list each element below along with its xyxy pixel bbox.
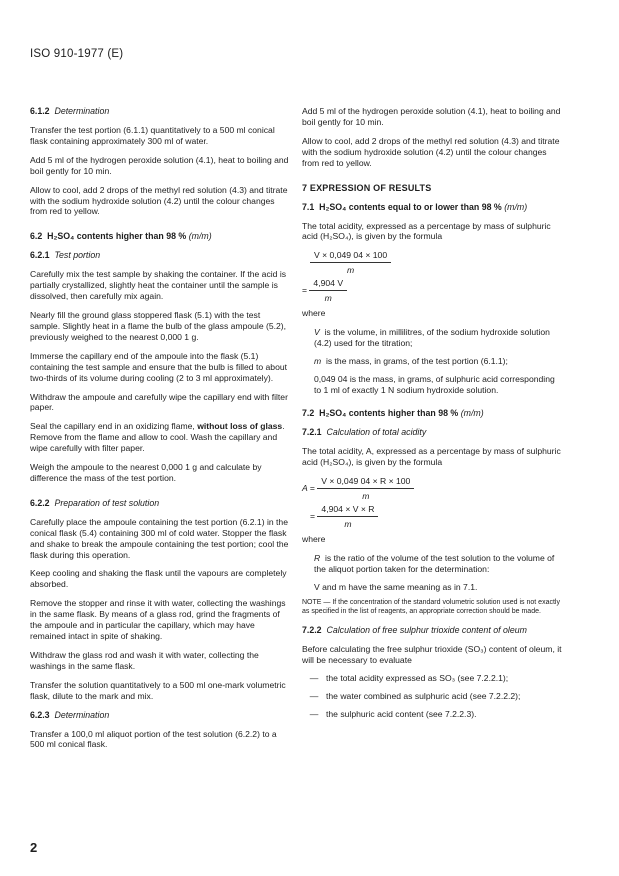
paragraph: Remove the stopper and rinse it with water, collecting the washings in the same flask. By means of a glass rod, grind the fragments of the ampoule and in particular the capillary, which may have remained intact in spite of shaking.	[30, 598, 286, 641]
where-label: where	[302, 533, 326, 544]
left-column	[30, 106, 292, 758]
paragraph: Add 5 ml of the hydrogen peroxide solution (4.1), heat to boiling and boil gently for 10 min.	[302, 106, 561, 127]
definition-constant: 0,049 04 is the mass, in grams, of sulphuric acid corresponding to 1 ml of exactly 1 N sodium hydroxide solution.	[314, 373, 555, 395]
paragraph: Transfer the test portion (6.1.1) quantitatively to a 500 ml conical flask containing approximately 300 ml of water.	[30, 125, 275, 146]
paragraph: Allow to cool, add 2 drops of the methyl red solution (4.3) and titrate with the sodium hydroxide solution (4.2) until the colour changes from red to yellow.	[302, 135, 560, 168]
definition-v-m: V and m have the same meaning as in 7.1.	[314, 581, 478, 592]
heading-6-2-1: 6.2.1 Test portion	[30, 250, 101, 261]
heading-7-2-1: 7.2.1 Calculation of total acidity	[302, 427, 427, 438]
formula-1: $\frac{V \times 0,049 04 \times 100}{m}$ = $\frac{4,904 V}{m}$	[302, 250, 564, 304]
paragraph: Weigh the ampoule to the nearest 0,000 1 g and calculate by difference the mass of the test portion.	[30, 462, 262, 483]
page-number: 2	[30, 840, 38, 855]
formula-2: A = $\frac{V \times 0,049 04 \times R \times 100}{m}$ = $\frac{4,904 \times V \times R}{m}$	[302, 476, 564, 530]
paragraph: The total acidity, A, expressed as a percentage by mass of sulphuric acid (H₂SO₄), is given by the formula	[302, 446, 561, 468]
paragraph: Immerse the capillary end of the ampoule into the flask (5.1) containing the test sample and ensure that the bulb is filled to about two-thirds of its volume during cooling (2 to 3 ml approximately).	[30, 350, 288, 383]
paragraph: Before calculating the free sulphur trioxide (SO₃) content of oleum, it will be necessary to evaluate	[302, 643, 562, 665]
paragraph: Transfer a 100,0 ml aliquot portion of the test solution (6.2.2) to a 500 ml conical flask.	[30, 728, 277, 750]
paragraph: Keep cooling and shaking the flask until the vapours are completely absorbed.	[30, 568, 287, 590]
paragraph: Allow to cool, add 2 drops of the methyl red solution (4.3) and titrate with the sodium hydroxide solution (4.2) until the colour changes from red to yellow.	[30, 184, 288, 217]
paragraph: Carefully mix the test sample by shaking the container. If the acid is partially crystallized, slightly heat the container until the sample is dissolved, then carefully mix again.	[30, 269, 287, 302]
fraction: $\frac{V \times 0,049 04 \times 100}{m}$	[310, 250, 391, 276]
list-item: — the sulphuric acid content (see 7.2.2.3).	[309, 709, 477, 720]
paragraph: The total acidity, expressed as a percentage by mass of sulphuric acid (H₂SO₄), is given by the formula	[302, 220, 551, 242]
list-item: — the total acidity expressed as SO₃ (see 7.2.2.1);	[309, 673, 509, 684]
fraction: $\frac{V \times 0,049 04 \times R \times 100}{m}$	[317, 476, 414, 502]
definition-v: V is the volume, in millilitres, of the sodium hydroxide solution (4.2) used for the titration;	[314, 326, 550, 348]
fraction: $\frac{4,904 \times V \times R}{m}$	[317, 504, 378, 530]
heading-7-1: 7.1 H₂SO₄ contents equal to or lower than 98 % (m/m)	[302, 201, 528, 212]
where-label: where	[302, 307, 326, 318]
heading-6-2-2: 6.2.2 Preparation of test solution	[30, 497, 160, 508]
paragraph: Nearly fill the ground glass stoppered flask (5.1) with the test sample. Slightly heat in a flame the bulb of the glass ampoule (5.2), previously weighed to the nearest 0,000 1 g.	[30, 310, 287, 342]
fraction: $\frac{4,904 V}{m}$	[309, 278, 347, 304]
heading-6-2: 6.2 H₂SO₄ contents higher than 98 % (m/m)	[30, 231, 212, 242]
paragraph: Withdraw the ampoule and carefully wipe the capillary end with filter paper.	[30, 391, 288, 413]
right-column	[302, 106, 564, 727]
note: NOTE — If the concentration of the standard volumetric solution used is not exactly as specified in the list of reagents, an appropriate correction should be made.	[302, 599, 560, 616]
page-header: ISO 910-1977 (E)	[30, 48, 124, 60]
heading-7: 7 EXPRESSION OF RESULTS	[302, 182, 432, 193]
paragraph: Add 5 ml of the hydrogen peroxide solution (4.1), heat to boiling and boil gently for 10 min.	[30, 154, 289, 176]
list-item: — the water combined as sulphuric acid (see 7.2.2.2);	[309, 691, 521, 702]
definition-r: R is the ratio of the volume of the test solution to the volume of the aliquot portion taken for the determination:	[314, 552, 555, 574]
heading-6-2-3: 6.2.3 Determination	[30, 709, 110, 720]
paragraph: Seal the capillary end in an oxidizing flame, without loss of glass. Remove from the flame and allow to cool. Wash the capillary and wipe carefully with filter paper.	[30, 421, 285, 454]
heading-7-2: 7.2 H₂SO₄ contents higher than 98 % (m/m)	[302, 408, 484, 419]
paragraph: Carefully place the ampoule containing the test portion (6.2.1) in the conical flask (5.4) containing 300 ml of cold water. Stopper the flask and shake to break the ampoule containing the test portion; cool the flask during this operation.	[30, 516, 289, 560]
heading-7-2-2: 7.2.2 Calculation of free sulphur trioxide content of oleum	[302, 624, 527, 635]
definition-m: m is the mass, in grams, of the test portion (6.1.1);	[314, 355, 508, 366]
paragraph: Transfer the solution quantitatively to a 500 ml one-mark volumetric flask, dilute to the mark and mix.	[30, 679, 286, 701]
heading-6-1-2: 6.1.2 Determination	[30, 106, 110, 116]
paragraph: Withdraw the glass rod and wash it with water, collecting the washings in the same flask.	[30, 649, 259, 671]
